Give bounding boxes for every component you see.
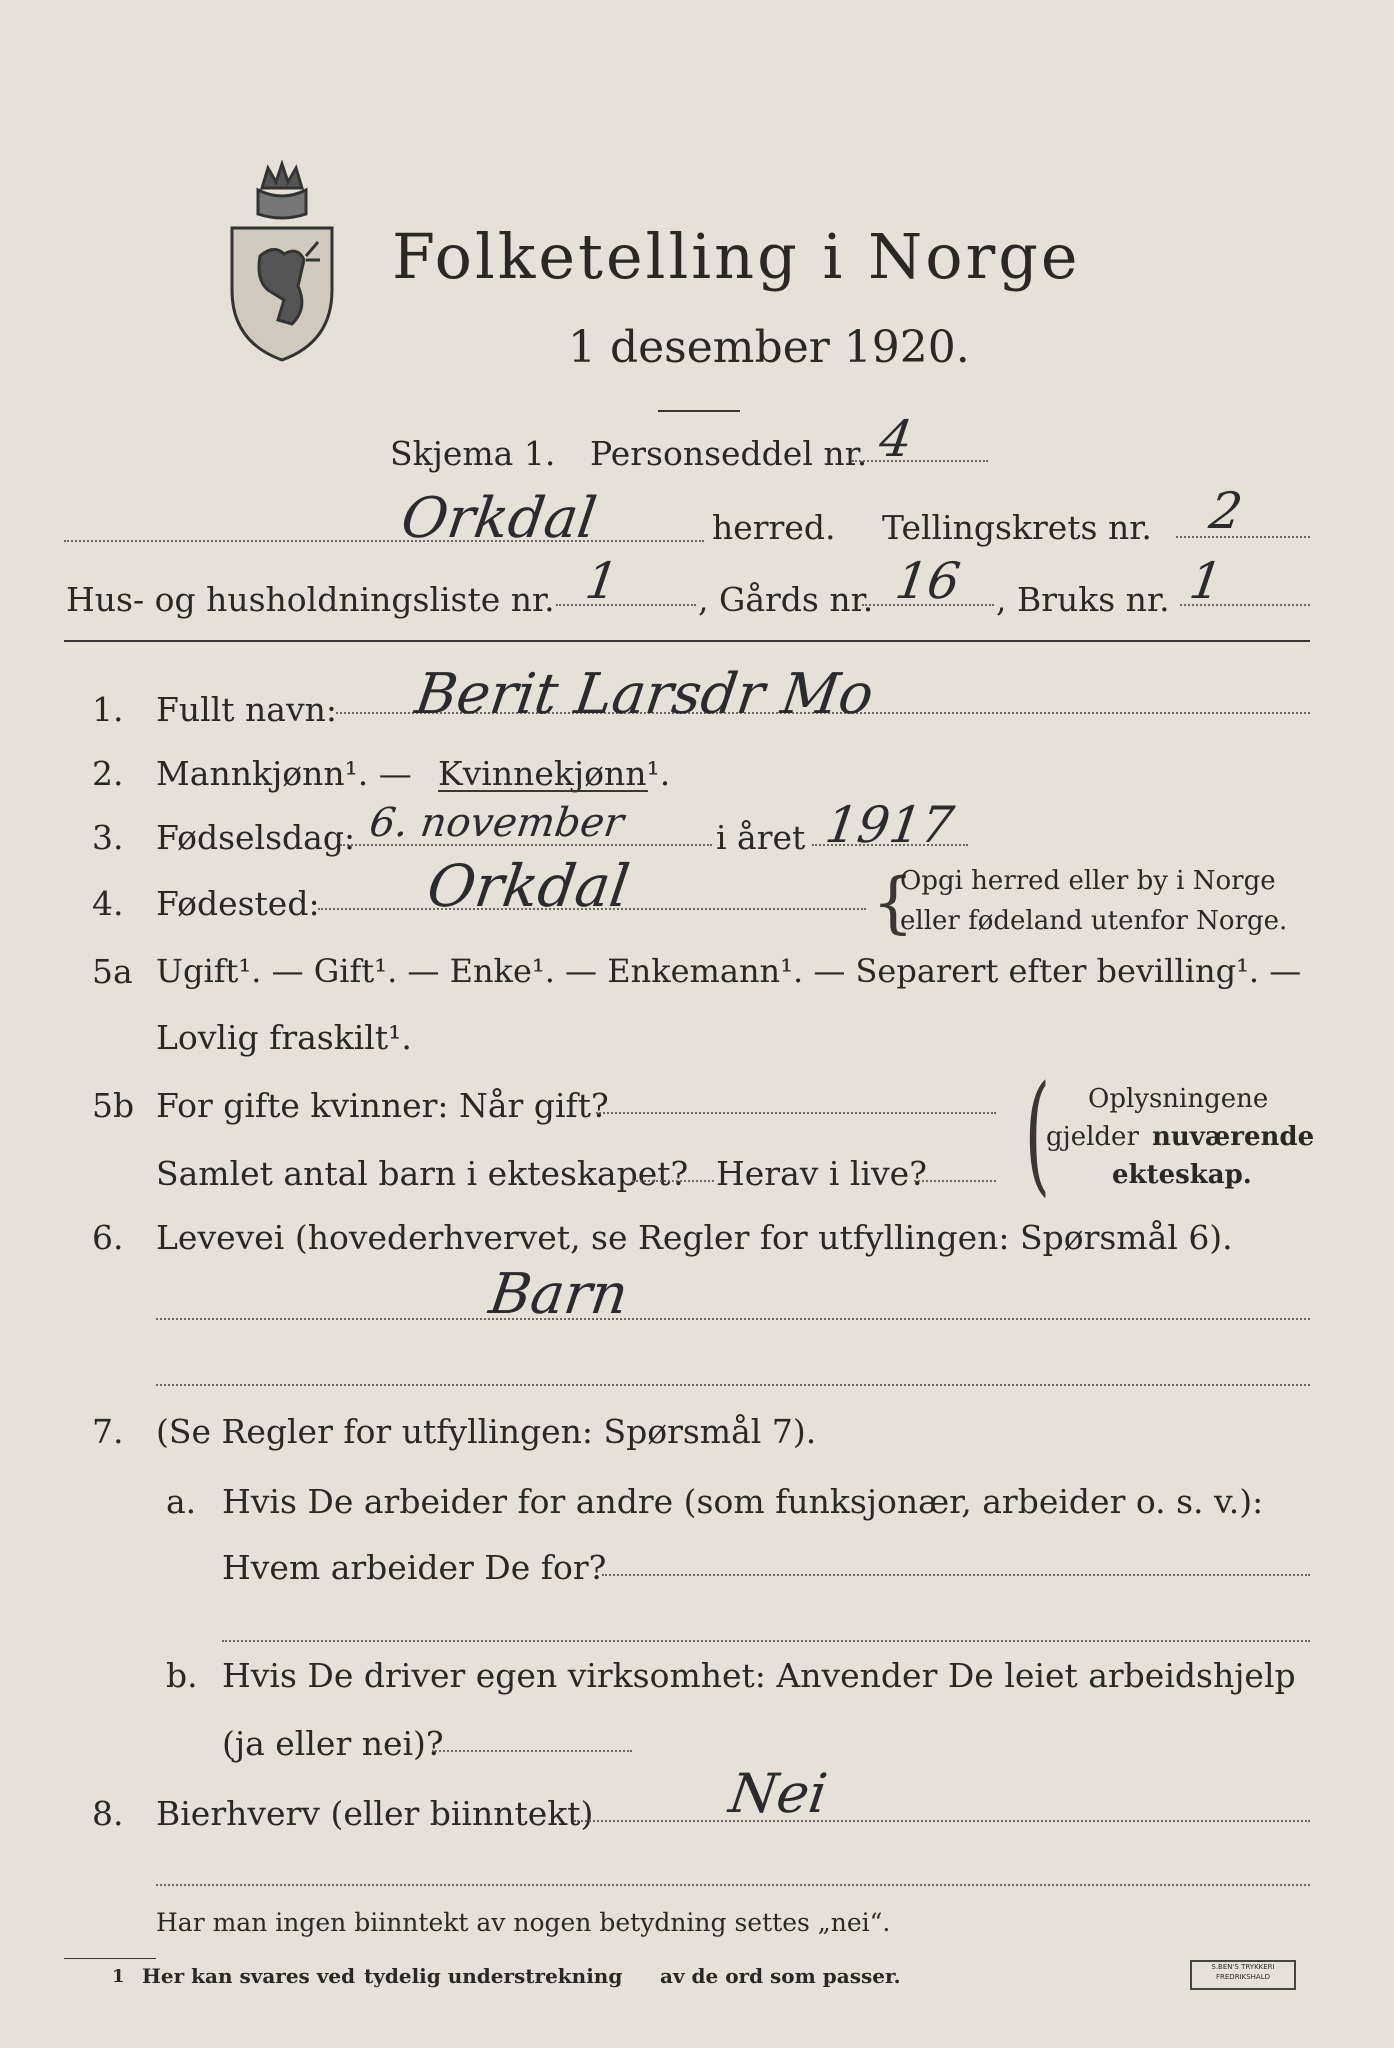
herred-line <box>64 540 704 542</box>
q5b-note-line2b: nuværende <box>1152 1122 1315 1152</box>
q5a-number: 5a <box>92 952 133 991</box>
q4-brace: { <box>872 864 914 941</box>
husliste-value: 1 <box>581 552 622 610</box>
bruks-value: 1 <box>1185 552 1226 610</box>
q8-number: 8. <box>92 1794 124 1833</box>
husliste-line <box>556 604 696 606</box>
printer-city: FREDRIKSHALD <box>1215 1973 1270 1981</box>
q4-birthplace: Orkdal <box>423 852 634 920</box>
q7b-line <box>432 1750 632 1752</box>
q6-line2 <box>156 1384 1310 1386</box>
q5b-children-line <box>632 1180 714 1182</box>
q1-label: Fullt navn: <box>156 690 337 729</box>
q7a-employer-label: Hvem arbeider De for? <box>222 1548 607 1587</box>
q3-year-label: i året <box>716 818 806 857</box>
q5b-note-line1: Oplysningene <box>1088 1084 1269 1114</box>
q2-underline <box>438 790 648 792</box>
q7a-question: Hvis De arbeider for andre (som funksjonær, arbeider o. s. v.): <box>222 1482 1264 1521</box>
q3-birth-day: 6. november <box>366 800 627 846</box>
personseddel-value: 4 <box>875 410 916 468</box>
q7-label: (Se Regler for utfyllingen: Spørsmål 7). <box>156 1412 817 1451</box>
printer-name: S.BEN'S TRYKKERI <box>1211 1963 1275 1971</box>
q5b-bracket: ( <box>1024 1057 1051 1209</box>
q6-number: 6. <box>92 1218 124 1257</box>
q1-full-name: Berit Larsdr Mo <box>411 662 878 727</box>
q4-number: 4. <box>92 884 124 923</box>
q5b-note-line2a: gjelder <box>1046 1122 1139 1152</box>
tellingskrets-label: Tellingskrets nr. <box>882 508 1152 547</box>
q7b-question: Hvis De driver egen virksomhet: Anvender De leiet arbeidshjelp <box>222 1656 1296 1695</box>
footnote-text-a: Her kan svares ved <box>142 1964 356 1988</box>
skjema-label: Skjema 1. <box>390 434 556 473</box>
footnote-number: 1 <box>112 1966 125 1987</box>
q7a-employer-line <box>602 1574 1310 1576</box>
q2-kvinnekjonn: Kvinnekjønn¹. <box>438 754 671 793</box>
q6-label: Levevei (hovederhvervet, se Regler for utfyllingen: Spørsmål 6). <box>156 1218 1233 1257</box>
tellingskrets-line <box>1176 536 1310 538</box>
q6-line1 <box>156 1318 1310 1320</box>
q5b-married-label: For gifte kvinner: Når gift? <box>156 1086 609 1125</box>
q5b-number: 5b <box>92 1086 135 1125</box>
personseddel-line <box>852 460 988 462</box>
personseddel-label: Personseddel nr. <box>590 434 868 473</box>
footnote-text-c: av de ord som passer. <box>660 1964 901 1988</box>
q7a-line2 <box>222 1640 1310 1642</box>
form-title: Folketelling i Norge <box>392 220 1081 293</box>
herred-value: Orkdal <box>397 486 601 551</box>
footnote-rule <box>64 1958 156 1959</box>
q4-note-line2: eller fødeland utenfor Norge. <box>900 906 1288 936</box>
q6-occupation: Barn <box>485 1262 632 1327</box>
q5b-alive-line <box>914 1180 996 1182</box>
q8-answer: Nei <box>725 1762 831 1825</box>
q5a-options: Ugift¹. — Gift¹. — Enke¹. — Enkemann¹. — Separert efter bevilling¹. — <box>156 952 1302 990</box>
q5b-note-line3: ekteskap. <box>1112 1160 1252 1190</box>
gards-label: , Gårds nr. <box>698 580 874 619</box>
herred-label: herred. <box>712 508 836 547</box>
q5b-married-line <box>596 1112 996 1114</box>
q5b-alive-label: Herav i live? <box>716 1154 927 1193</box>
q5b-children-label: Samlet antal barn i ekteskapet? <box>156 1154 689 1193</box>
q2-number: 2. <box>92 754 124 793</box>
gards-value: 16 <box>891 552 964 610</box>
footer-note: Har man ingen biinntekt av nogen betydning settes „nei“. <box>156 1908 891 1937</box>
q2-mannkjonn: Mannkjønn¹. — <box>156 754 412 793</box>
coat-of-arms-icon <box>222 160 342 368</box>
title-divider <box>658 410 740 412</box>
census-date: 1 desember 1920. <box>568 322 970 373</box>
bruks-label: , Bruks nr. <box>996 580 1170 619</box>
printer-mark <box>1190 1960 1296 1990</box>
q3-birth-year: 1917 <box>821 796 958 854</box>
q7b-ja-nei-label: (ja eller nei)? <box>222 1724 444 1763</box>
q1-number: 1. <box>92 690 124 729</box>
q5a-fraskilt: Lovlig fraskilt¹. <box>156 1018 412 1057</box>
q7-number: 7. <box>92 1412 124 1451</box>
header-divider <box>64 640 1310 642</box>
q3-number: 3. <box>92 818 124 857</box>
q7a-letter: a. <box>166 1482 197 1521</box>
tellingskrets-value: 2 <box>1205 482 1246 540</box>
q8-label: Bierhverv (eller biinntekt) <box>156 1794 594 1833</box>
q7b-letter: b. <box>166 1656 198 1695</box>
husliste-label: Hus- og husholdningsliste nr. <box>66 580 555 619</box>
q8-line2 <box>156 1884 1310 1886</box>
q4-note-line1: Opgi herred eller by i Norge <box>900 866 1276 896</box>
q3-label: Fødselsdag: <box>156 818 356 857</box>
footnote-text-b: tydelig understrekning <box>364 1964 623 1988</box>
q4-label: Fødested: <box>156 884 320 923</box>
q8-line <box>574 1820 1310 1822</box>
